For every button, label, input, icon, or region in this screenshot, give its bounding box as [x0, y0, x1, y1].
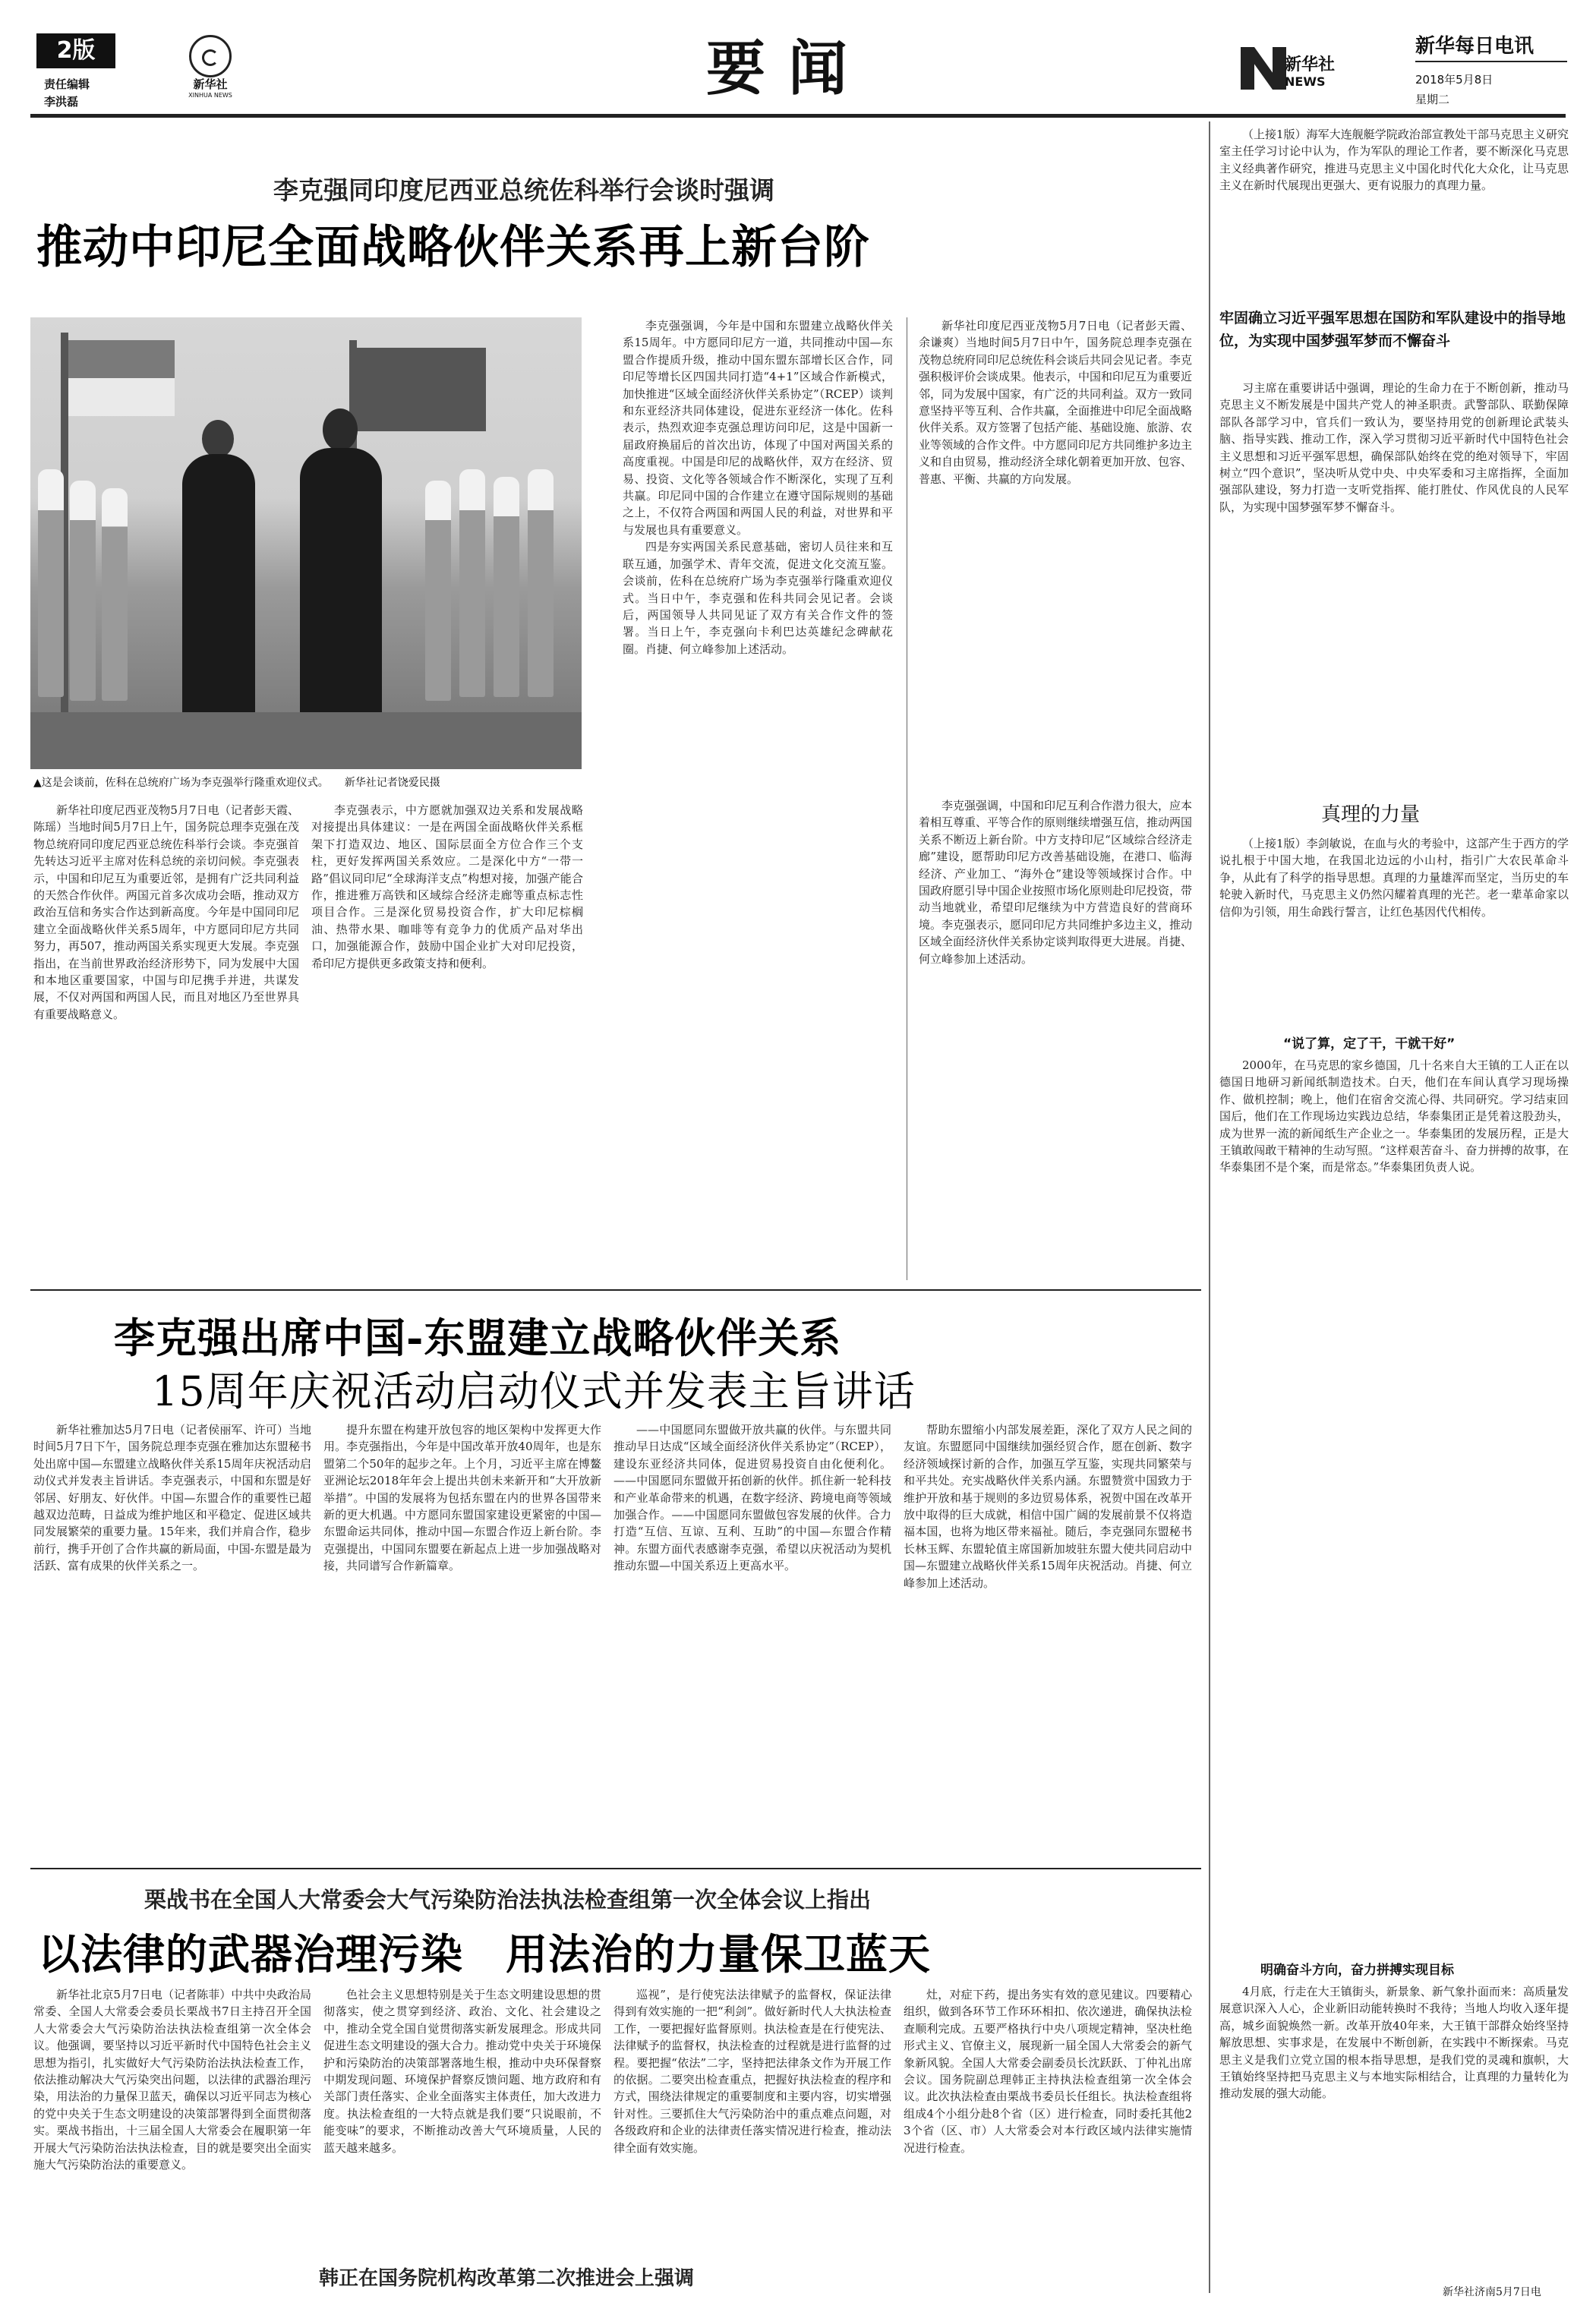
- article1-col4: 李克强强调，中国和印尼互利合作潜力很大，应本着相互尊重、平等合作的原则继续增强互信，推动两国关系不断迈上新台阶。中方支持印尼“区域综合经济走廊”建设，愿帮助印尼方改善基础设施，在港口、临海经济、产业加工、“海外仓”建设等领域探讨合作。中国政府愿引导中国企业按照市场化原则赴印尼投资，带动当地就业，希望印尼继续为中方营造良好的营商环境。李克强表示，愿同印尼方共同维护多边主义，推动区域全面经济伙伴关系协定谈判取得更大进展。肖捷、何立峰参加上述活动。: [919, 799, 1192, 966]
- article2-col4: 帮助东盟缩小内部发展差距，深化了双方人民之间的友谊。东盟愿同中国继续加强经贸合作，愿在创新、数字经济领域探讨新的合作，加强互学互鉴，实现共同繁荣与和平共处。充实战略伙伴关系内涵。东盟赞赏中国致力于维护开放和基于规则的多边贸易体系，祝贺中国在改革开放中取得的巨大成就，相信中国广阔的发展前景不仅将造福本国，也将为地区带来福祉。随后，李克强同东盟秘书长林玉辉、东盟轮值主席国新加坡驻东盟大使共同启动中国—东盟建立战略伙伴关系15周年庆祝活动。肖捷、何立峰参加上述活动。: [904, 1423, 1192, 1590]
- flag-right: [357, 348, 486, 431]
- page-number-box: [36, 33, 115, 68]
- right-p2: （上接1版）李剑敏说，在血与火的考验中，这部产生于西方的学说扎根于中国大地，在我国北边远的小山村，指引广大农民革命斗争，从此有了科学的指导思想。真理的力量雄浑而坚定，当历史的车轮驶入新时代，马克思主义仍然闪耀着真理的光芒。老一辈革命家以信仰为引领，用生命践行誓言，让红色基因代代相传。: [1219, 837, 1569, 919]
- article3-kicker: 栗战书在全国人大常委会大气污染防治法执法检查组第一次全体会议上指出: [144, 1887, 872, 1913]
- photo-caption: ▲这是会谈前，佐科在总统府广场为李克强举行隆重欢迎仪式。 新华社记者饶爱民摄: [33, 777, 440, 789]
- article3-col1: 新华社北京5月7日电（记者陈菲）中共中央政治局常委、全国人大常委会委员长栗战书7日主持召开全国人大常委会大气污染防治法执法检查组第一次全体会议。他强调，要坚持以习近平新时代中国特色社会主义思想为指引，扎实做好大气污染防治法执法检查工作，依法推动解决大气污染突出问题，以法律的武器治理污染，用法治的力量保卫蓝天，确保以习近平同志为核心的党中央关于生态文明建设的决策部署得到全面贯彻落实。栗战书指出，十三届全国人大常委会在履职第一年开展大气污染防治法执法检查，目的就是要突出全面实施大气污染防治法的重要意义。: [33, 1988, 311, 2172]
- news-logo-icon: [1241, 47, 1286, 90]
- article1-kicker: 李克强同印度尼西亚总统佐科举行会谈时强调: [273, 175, 774, 205]
- person-right: [300, 448, 382, 752]
- article2-headline-line1: 李克强出席中国-东盟建立战略伙伴关系: [114, 1314, 842, 1362]
- xinhua-logo-text: 新华社: [193, 77, 228, 91]
- article4-kicker: 韩正在国务院机构改革第二次推进会上强调: [319, 2267, 695, 2290]
- right-end-dateline: 新华社济南5月7日电: [1443, 2286, 1541, 2298]
- masthead-rule: [30, 114, 1566, 118]
- editor-label: 责任编辑: [44, 77, 90, 91]
- news-photo: [30, 317, 582, 769]
- paper-name: 新华每日电讯: [1415, 35, 1534, 58]
- section-title: 要闻: [706, 34, 871, 103]
- article2-col3: ——中国愿同东盟做开放共赢的伙伴。与东盟共同推动早日达成“区域全面经济伙伴关系协定”（RCEP），建设东亚经济共同体，促进贸易投资自由化便利化。——中国愿同东盟做开拓创新的伙伴。抓住新一轮科技和产业革命带来的机遇，在数字经济、跨境电商等领域加强合作。——中国愿同东盟做包容发展的伙伴。合力打造“互信、互谅、互利、互助”的中国—东盟合作精神。东盟方面代表感谢李克强，希望以庆祝活动为契机推动东盟—中国关系迈上更高水平。: [613, 1423, 891, 1573]
- news-logo-sub: NEWS: [1285, 74, 1326, 89]
- right-p3: 2000年，在马克思的家乡德国，几十名来自大王镇的工人正在以德国日地研习新闻纸制造技术。白天，他们在车间认真学习现场操作、做机控制；晚上，他们在宿舍交流心得、共同研究。学习结束回国后，他们在工作现场边实践边总结，华泰集团正是凭着这股劲头，成为世界一流的新闻纸生产企业之一。华泰集团的发展历程，正是大王镇敢闯敢干精神的生动写照。“这样艰苦奋斗、奋力拼搏的故事，在华泰集团不是个案，而是常态。”华泰集团负责人说。: [1219, 1058, 1569, 1175]
- news-logo-text: 新华社: [1285, 55, 1336, 74]
- xinhua-logo-icon: [189, 35, 232, 77]
- right-cont: （上接1版）海军大连舰艇学院政治部宣教处干部马克思主义研究室主任学习讨论中认为，作为军队的理论工作者，要不断深化马克思主义经典著作研究，推进马克思主义中国化时代化大众化，让马克思主义在新时代展现出更强大、更有说服力的真理力量。: [1219, 128, 1569, 193]
- article3-col2: 色社会主义思想特别是关于生态文明建设思想的贯彻落实，使之贯穿到经济、政治、文化、社会建设之中，推动全党全国自觉贯彻落实新发展理念。形成共同促进生态文明建设的强大合力。推动党中央关于环境保护和污染防治的决策部署落地生根，推动中央环保督察中期发现问题、环境保护督察反馈问题、地方政府和有关部门责任落实、企业全面落实主体责任，加大改进力度。执法检查组的一大特点就是我们要“只说眼前，不能变味”的要求，不断推动改善大气环境质量，人民的蓝天越来越多。: [323, 1988, 601, 2155]
- issue-weekday: 星期二: [1415, 93, 1450, 106]
- article1-col3: 新华社印度尼西亚茂物5月7日电（记者彭天霞、余谦爽）当地时间5月7日中午，国务院总理李克强在茂物总统府同印尼总统佐科会谈后共同会见记者。李克强积极评价会谈成果。他表示，中国和印尼互为重要近邻，同为发展中国家，有广泛的共同利益。双方一致同意坚持平等互利、合作共赢，全面推进中印尼全面战略伙伴关系。双方签署了包括产能、基础设施、旅游、农业等领域的合作文件。中方愿同印尼方共同维护多边主义和自由贸易，推动经济全球化朝着更加开放、包容、普惠、平衡、共赢的方向发展。: [919, 319, 1192, 486]
- xinhua-news-logo: [1238, 32, 1344, 104]
- right-subhead-2: 真理的力量: [1321, 803, 1421, 826]
- article2-col2: 提升东盟在构建开放包容的地区架构中发挥更大作用。李克强指出，今年是中国改革开放40周年，也是东盟第二个50年的起步之年。上个月，习近平主席在博鳌亚洲论坛2018年年会上提出共创未来新开和“大开放新举措”。中国的发展将为包括东盟在内的世界各国带来新的更大机遇。中方愿同东盟国家建设更紧密的中国—东盟命运共同体，推动中国—东盟合作迈上新台阶。李克强提出，中国同东盟要在新起点上进一步加强战略对接，共同谱写合作新篇章。: [323, 1423, 601, 1573]
- xinhua-logo-sub: XINHUA NEWS: [188, 92, 232, 99]
- article1-col-left2: 李克强表示，中方愿就加强双边关系和发展战略对接提出具体建议：一是在两国全面战略伙伴关系框架下打造双边、地区、国际层面全方位合作三个支柱，更好发挥两国关系效应。二是深化中方“一带一路”倡议同印尼“全球海洋支点”构想对接，加强产能合作，推进雅万高铁和区域综合经济走廊等重点标志性项目合作。三是深化贸易投资合作，扩大印尼棕榈油、热带水果、咖啡等有竞争力的优质产品对华出口，加强能源合作，鼓励中国企业扩大对印尼投资，希印尼方提供更多政策支持和便利。: [311, 803, 583, 970]
- masthead-paper-rule: [1415, 61, 1567, 62]
- right-subhead-4: 明确奋斗方向，奋力拼搏实现目标: [1260, 1963, 1454, 1978]
- person-left: [182, 454, 255, 750]
- article2-headline-line2: 15周年庆祝活动启动仪式并发表主旨讲话: [152, 1367, 916, 1415]
- right-column-divider: [1209, 121, 1210, 2293]
- article1-bottom-rule: [30, 1289, 1201, 1291]
- xinhua-logo-left: [176, 35, 244, 103]
- right-p1: 习主席在重要讲话中强调，理论的生命力在于不断创新，推动马克思主义不断发展是中国共产党人的神圣职责。武警部队、联勤保障部队各部学习中，官兵们一致认为，要坚持用党的创新理论武装头脑、指导实践、推动工作，深入学习贯彻习近平新时代中国特色社会主义思想和习近平强军思想，确保部队始终在党的绝对领导下，牢固树立“四个意识”，坚决听从党中央、中央军委和习主席指挥，全面加强部队建设，努力打造一支听党指挥、能打胜仗、作风优良的人民军队，为实现中国梦强军梦不懈奋斗。: [1219, 381, 1569, 514]
- flag-left: [68, 340, 175, 416]
- page-number: 2版: [56, 37, 96, 64]
- editor-name: 李洪磊: [44, 95, 79, 109]
- article2-col1: 新华社雅加达5月7日电（记者侯丽军、许可）当地时间5月7日下午，国务院总理李克强在雅加达东盟秘书处出席中国—东盟建立战略伙伴关系15周年庆祝活动启动仪式并发表主旨讲话。李克强表示，中国和东盟是好邻居、好朋友、好伙伴。中国—东盟合作的重要性已超越双边范畴，日益成为维护地区和平稳定、促进区域共同发展繁荣的重要力量。15年来，我们并肩合作，稳步前行，携手开创了合作共赢的新局面，中国-东盟是最为活跃、富有成果的伙伴关系之一。: [33, 1423, 311, 1573]
- right-p4: 4月底，行走在大王镇街头，新景象、新气象扑面而来：高质量发展意识深入人心，企业新旧动能转换时不我待；当地人均收入逐年提高，城乡面貌焕然一新。改革开放40年来，大王镇干部群众始终坚持解放思想、实事求是，在发展中不断创新，在实践中不断探索。马克思主义是我们立党立国的根本指导思想，是我们党的灵魂和旗帜，大王镇始终坚持把马克思主义与本地实际相结合，让真理的力量转化为推动发展的强大动能。: [1219, 1985, 1569, 2101]
- right-subhead-3: “说了算，定了干，干就干好”: [1283, 1036, 1456, 1052]
- article3-col4: 灶，对症下药，提出务实有效的意见建议。四要精心组织，做到各环节工作环环相扣、依次递进，确保执法检查顺利完成。五要严格执行中央八项规定精神，坚决杜绝形式主义、官僚主义，展现新一届全国人大常委会的新气象新风貌。全国人大常委会副委员长沈跃跃、丁仲礼出席会议。国务院副总理韩正主持执法检查组第一次全体会议。此次执法检查由栗战书委员长任组长。执法检查组将组成4个小组分赴8个省（区）进行检查，同时委托其他23个省（区、市）人大常委会对本行政区域内法律实施情况进行检查。: [904, 1988, 1192, 2155]
- article3-col3: 巡视”，是行使宪法法律赋予的监督权，保证法律得到有效实施的一把“利剑”。做好新时代人大执法检查工作，一要把握好监督原则。执法检查是在行使宪法、法律赋予的监督权，执法检查的过程就是进行监督的过程。要把握“依法”二字，坚持把法律条文作为开展工作的依据。二要突出检查重点，把握好执法检查的程序和方式，围绕法律规定的重要制度和主要内容，切实增强针对性。三要抓住大气污染防治中的重点难点问题，对各级政府和企业的法律责任落实情况进行检查，推动法律全面有效实施。: [613, 1988, 891, 2155]
- right-subhead-1: 牢固确立习近平强军思想在国防和军队建设中的指导地位，为实现中国梦强军梦而不懈奋斗: [1219, 310, 1566, 349]
- article1-col2: 李克强强调，今年是中国和东盟建立战略伙伴关系15周年。中方愿同印尼方一道，共同推动中国—东盟合作提质升级，推动中国东盟东部增长区合作，同印尼等增长区四国共同打造“4+1”区域合作新模式，加快推进“区域全面经济伙伴关系协定”（RCEP）谈判和东亚经济共同体建设，促进东亚经济一体化。佐科表示，热烈欢迎李克强总理访问印尼，这是中国新一届政府换届后的首次出访，体现了中国对两国关系的高度重视。中国是印尼的战略伙伴，双方在经济、贸易、投资、文化等各领域合作不断深化，实现了互利共赢。印尼同中国的合作建立在遵守国际规则的基础之上，不仅符合两国和两国人民的利益，对世界和平与发展也具有重要意义。 四是夯实两国关系民意基础，密切人员往来和互联互通，加强学术、青年交流，促进文化交流互鉴。会谈前，佐科在总统府广场为李克强举行隆重欢迎仪式。当日中午，李克强和佐科共同会见记者。会谈后，两国领导人共同见证了双方有关合作文件的签署。当日上午，李克强向卡利巴达英雄纪念碑献花圈。肖捷、何立峰参加上述活动。: [623, 319, 893, 656]
- article2-bottom-rule: [30, 1868, 1201, 1869]
- article3-headline: 以法律的武器治理污染 用法治的力量保卫蓝天: [38, 1930, 932, 1979]
- article1-col1: 新华社印度尼西亚茂物5月7日电（记者彭天霞、陈瑶）当地时间5月7日上午，国务院总理李克强在茂物总统府同印度尼西亚总统佐科举行会谈。李克强首先转达习近平主席对佐科总统的亲切问候。李克强表示，中国和印尼互为重要近邻，是拥有广泛共同利益的天然合作伙伴。两国元首多次成功会晤，推动双方政治互信和务实合作达到新高度。今年是中国同印尼建立全面战略伙伴关系5周年，中方愿同印尼方共同努力，再507，推动两国关系实现更大发展。李克强指出，在当前世界政治经济形势下，同为发展中大国和本地区重要国家，中国与印尼携手并进，共谋发展，不仅对两国和两国人民，而且对地区乃至世界具有重要战略意义。: [33, 803, 299, 1021]
- issue-date: 2018年5月8日: [1415, 73, 1493, 87]
- article1-headline: 推动中印尼全面战略伙伴关系再上新台阶: [36, 221, 870, 274]
- article4-block: [30, 2263, 1201, 2301]
